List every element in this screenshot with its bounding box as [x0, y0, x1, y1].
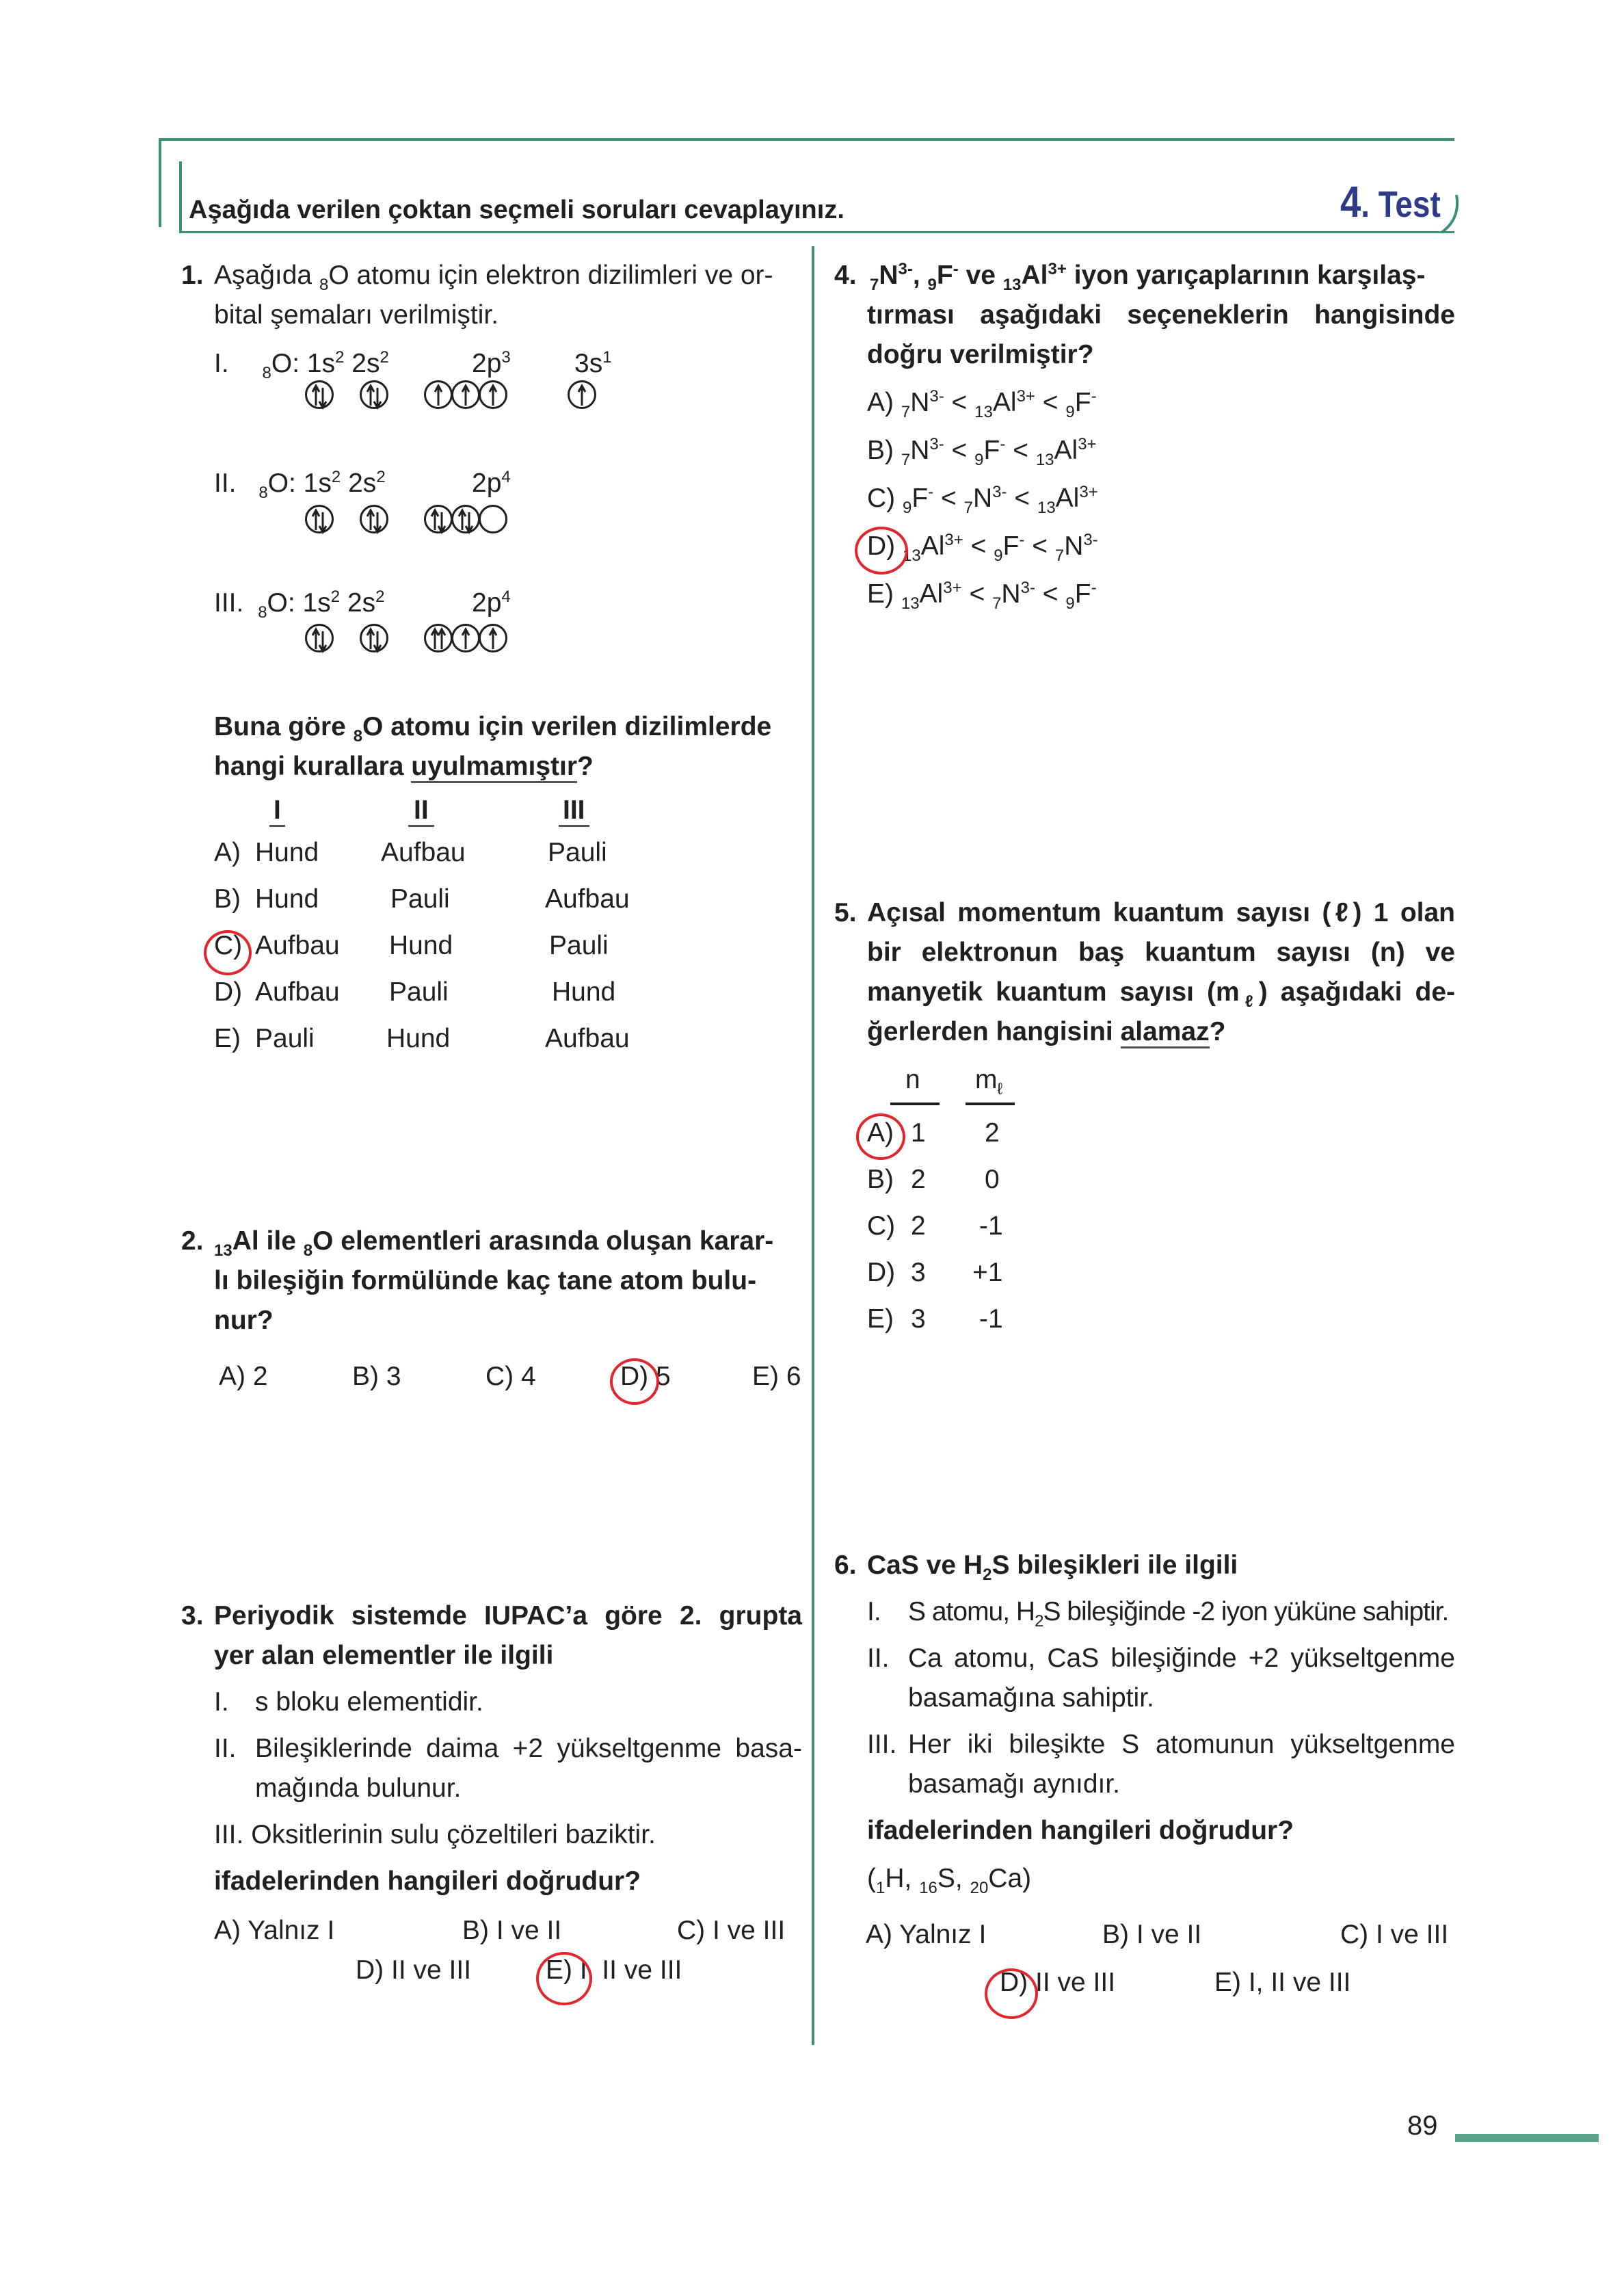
electron-pair-arrows-icon	[362, 507, 386, 536]
electron-pair-arrows-icon	[426, 626, 451, 655]
q6-option-c[interactable]: C) I ve III	[1340, 1920, 1449, 1949]
q5-col-n-rule	[890, 1103, 940, 1105]
q5-line2: bir elektronun baş kuantum sayısı (n) ve	[867, 938, 1455, 967]
instruction-text: Aşağıda verilen çoktan seçmeli soruları cevaplayınız.	[189, 196, 844, 224]
orbital-circle-icon	[424, 505, 453, 533]
q2-option-c[interactable]: C) 4	[485, 1362, 536, 1391]
q5-number: 5.	[834, 898, 857, 927]
q6-option-a[interactable]: A) Yalnız I	[866, 1920, 987, 1949]
q1-config-3: III. $_8$O: $1s^2$ $2s^2$	[214, 588, 385, 622]
q1-option-d[interactable]: D) Aufbau Pauli Hund	[214, 977, 616, 1007]
q1-config-1-3s: $3s^1$	[574, 348, 612, 378]
orbital-circle-icon	[360, 380, 388, 409]
q6-option-d[interactable]: D) II ve III	[1000, 1968, 1116, 1997]
orbital-circle-icon	[305, 624, 334, 652]
q3-answer-mark-circle	[536, 1952, 592, 2005]
q6-line1: CaS ve $H_2S$ bileşikleri ile ilgili	[867, 1550, 1238, 1584]
empty-orbital-icon	[481, 507, 505, 536]
q6-number: 6.	[834, 1550, 857, 1580]
up-arrow-icon	[453, 382, 478, 411]
orbital-circle-icon	[479, 505, 507, 533]
orbital-circle-icon	[424, 380, 453, 409]
test-word: . Test	[1361, 184, 1441, 225]
q1-col-header-3: III	[559, 796, 589, 827]
q2-option-b[interactable]: B) 3	[352, 1362, 401, 1391]
q3-option-d[interactable]: D) II ve III	[356, 1955, 472, 1985]
electron-pair-arrows-icon	[307, 507, 332, 536]
footer-bar	[1455, 2134, 1599, 2142]
q1-question-line1: Buna göre $_8$O atomu için verilen dizilimlerde	[214, 712, 772, 745]
q1-number: 1.	[181, 261, 204, 290]
q5-line1: Açısal momentum kuantum sayısı (ℓ) 1 olan	[867, 898, 1455, 927]
q1-config-2-2p: $2p^4$	[472, 468, 511, 498]
orbital-circle-icon	[479, 380, 507, 409]
orbital-circle-icon	[451, 624, 480, 652]
q4-answer-mark-circle	[855, 527, 908, 575]
q2-number: 2.	[181, 1226, 204, 1256]
q3-item-3: III. Oksitlerinin sulu çözeltileri baziktir.	[214, 1820, 656, 1849]
q1-config-2: II. $_8$O: $1s^2$ $2s^2$	[214, 468, 386, 502]
electron-pair-arrows-icon	[307, 626, 332, 655]
q5-option-c[interactable]: C) 2 -1	[867, 1211, 1003, 1241]
q1-config-3-2p: $2p^4$	[472, 588, 511, 618]
q1-option-e[interactable]: E) Pauli Hund Aufbau	[214, 1024, 630, 1053]
q6-option-b[interactable]: B) I ve II	[1102, 1920, 1202, 1949]
q6-item-2-line2: basamağına sahiptir.	[908, 1683, 1154, 1713]
q6-item-2-roman: II.	[867, 1644, 890, 1673]
q2-option-d[interactable]: D) 5	[620, 1362, 671, 1391]
electron-pair-arrows-icon	[426, 507, 451, 536]
q6-atoms: ($_1H$, $_{16}$S, $_{20}$Ca)	[867, 1864, 1032, 1897]
q1-intro-line2: bital şemaları verilmiştir.	[214, 300, 499, 330]
q1-question-line2: hangi kurallara uyulmamıştır?	[214, 747, 594, 787]
q3-option-c[interactable]: C) I ve III	[677, 1916, 786, 1945]
q5-option-e[interactable]: E) 3 -1	[867, 1304, 1003, 1334]
q3-item-1: I. s bloku elementidir.	[214, 1687, 483, 1717]
header-left-line	[159, 138, 161, 227]
q6-option-e[interactable]: E) I, II ve III	[1214, 1968, 1351, 1997]
orbital-circle-icon	[479, 624, 507, 652]
orbital-circle-icon	[424, 624, 453, 652]
q4-option-d[interactable]: D) $_{13}Al^{3+} < _9F^- < _7N^{3-}$	[867, 531, 1098, 565]
q6-item-1: I. S atomu, $H_2S$ bileşiğinde -2 iyon yüküne sahiptir.	[867, 1597, 1449, 1631]
q5-col-n: n	[905, 1065, 920, 1094]
page-number: 89	[1407, 2111, 1438, 2141]
q4-line3: doğru verilmiştir?	[867, 340, 1094, 369]
column-divider	[812, 246, 814, 2045]
q1-col-header-1: I	[269, 796, 285, 827]
q3-option-b[interactable]: B) I ve II	[462, 1916, 562, 1945]
q3-question: ifadelerinden hangileri doğrudur?	[214, 1866, 641, 1896]
q2-option-a[interactable]: A) 2	[219, 1362, 268, 1391]
q1-col-header-2: II	[408, 796, 434, 827]
orbital-circle-icon	[360, 624, 388, 652]
up-arrow-icon	[481, 626, 505, 655]
q6-item-3-line2: basamağı aynıdır.	[908, 1769, 1121, 1799]
q2-line1: $_{13}$Al ile $_8$O elementleri arasında oluşan karar-	[214, 1226, 774, 1260]
q6-question: ifadelerinden hangileri doğrudur?	[867, 1816, 1294, 1845]
q5-line3: manyetik kuantum sayısı $(m_\ell)$ aşağıdaki de-	[867, 977, 1455, 1011]
q1-option-b[interactable]: B) Hund Pauli Aufbau	[214, 884, 630, 914]
q4-option-a[interactable]: A) $_7N^{3-} < _{13}Al^{3+} < _9F^-$	[867, 387, 1097, 421]
up-arrow-icon	[426, 382, 451, 411]
q5-option-a[interactable]: A) 1 2	[867, 1118, 1000, 1148]
q1-option-a[interactable]: A) Hund Aufbau Pauli	[214, 838, 607, 867]
q5-answer-mark-circle	[856, 1113, 905, 1160]
q5-line4: ğerlerden hangisini alamaz?	[867, 1012, 1226, 1052]
electron-pair-arrows-icon	[362, 626, 386, 655]
q6-item-2-line1: Ca atomu, CaS bileşiğinde +2 yükseltgenme	[908, 1644, 1455, 1673]
q4-line2: tırması aşağıdaki seçeneklerin hangisinde	[867, 300, 1455, 330]
orbital-circle-icon	[305, 505, 334, 533]
q6-answer-mark-circle	[985, 1968, 1038, 2019]
q2-line2: lı bileşiğin formülünde kaç tane atom bulu-	[214, 1266, 757, 1295]
q3-item-2-line1: Bileşiklerinde daima +2 yükseltgenme basa-	[255, 1734, 802, 1763]
q4-option-c[interactable]: C) $_9F^- < _7N^{3-} < _{13}Al^{3+}$	[867, 483, 1098, 517]
q4-number: 4.	[834, 261, 857, 290]
q6-item-3-line1: Her iki bileşikte S atomunun yükseltgenme	[908, 1730, 1455, 1759]
orbital-circle-icon	[451, 380, 480, 409]
test-title-hook-icon	[1436, 192, 1463, 239]
q4-option-e[interactable]: E) $_{13}Al^{3+} < _7N^{3-} < _9F^-$	[867, 579, 1097, 613]
test-number: 4	[1340, 177, 1361, 226]
q1-answer-mark-circle	[204, 930, 252, 975]
q1-config-1: I. $_8$O: $1s^2$ $2s^2$	[214, 348, 389, 382]
q4-option-b[interactable]: B) $_7N^{3-} < _9F^- < _{13}Al^{3+}$	[867, 435, 1097, 469]
up-arrow-icon	[570, 382, 594, 411]
orbital-circle-icon	[451, 505, 480, 533]
up-arrow-icon	[481, 382, 505, 411]
q5-col-m: $m_\ell$	[975, 1065, 1003, 1098]
q6-item-3-roman: III.	[867, 1730, 897, 1759]
q3-line2: yer alan elementler ile ilgili	[214, 1641, 554, 1670]
q5-col-m-rule	[966, 1103, 1015, 1105]
electron-pair-arrows-icon	[453, 507, 478, 536]
test-title	[1340, 176, 1441, 227]
q1-config-1-2p: $2p^3$	[472, 348, 511, 378]
q2-answer-mark-circle	[610, 1358, 659, 1405]
q2-line3: nur?	[214, 1306, 274, 1335]
header-top-line	[159, 138, 1454, 141]
q3-option-e[interactable]: E) I, II ve III	[546, 1955, 682, 1985]
q5-option-b[interactable]: B) 2 0	[867, 1165, 1000, 1194]
q3-item-2-line2: mağında bulunur.	[255, 1773, 462, 1803]
q2-option-e[interactable]: E) 6	[752, 1362, 801, 1391]
q3-line1: Periyodik sistemde IUPAC’a göre 2. grupta	[214, 1601, 802, 1631]
q4-line1: $_7N^{3-}$, $_9$F- ve $_{13}Al^{3+}$ iyon yarıçaplarının karşılaş-	[870, 260, 1426, 294]
q3-number: 3.	[181, 1601, 204, 1631]
q1-option-c[interactable]: C) Aufbau Hund Pauli	[214, 931, 609, 960]
orbital-circle-icon	[305, 380, 334, 409]
q3-option-a[interactable]: A) Yalnız I	[214, 1916, 335, 1945]
orbital-circle-icon	[568, 380, 596, 409]
orbital-circle-icon	[360, 505, 388, 533]
up-arrow-icon	[453, 626, 478, 655]
q1-intro-line1: Aşağıda $_8$O atomu için elektron dizilimleri ve or-	[214, 261, 773, 294]
electron-pair-arrows-icon	[362, 382, 386, 411]
electron-pair-arrows-icon	[307, 382, 332, 411]
q3-item-2-roman: II.	[214, 1734, 237, 1763]
header-underline	[179, 231, 1454, 233]
header-inner-line	[179, 161, 182, 233]
q5-option-d[interactable]: D) 3 +1	[867, 1258, 1003, 1287]
